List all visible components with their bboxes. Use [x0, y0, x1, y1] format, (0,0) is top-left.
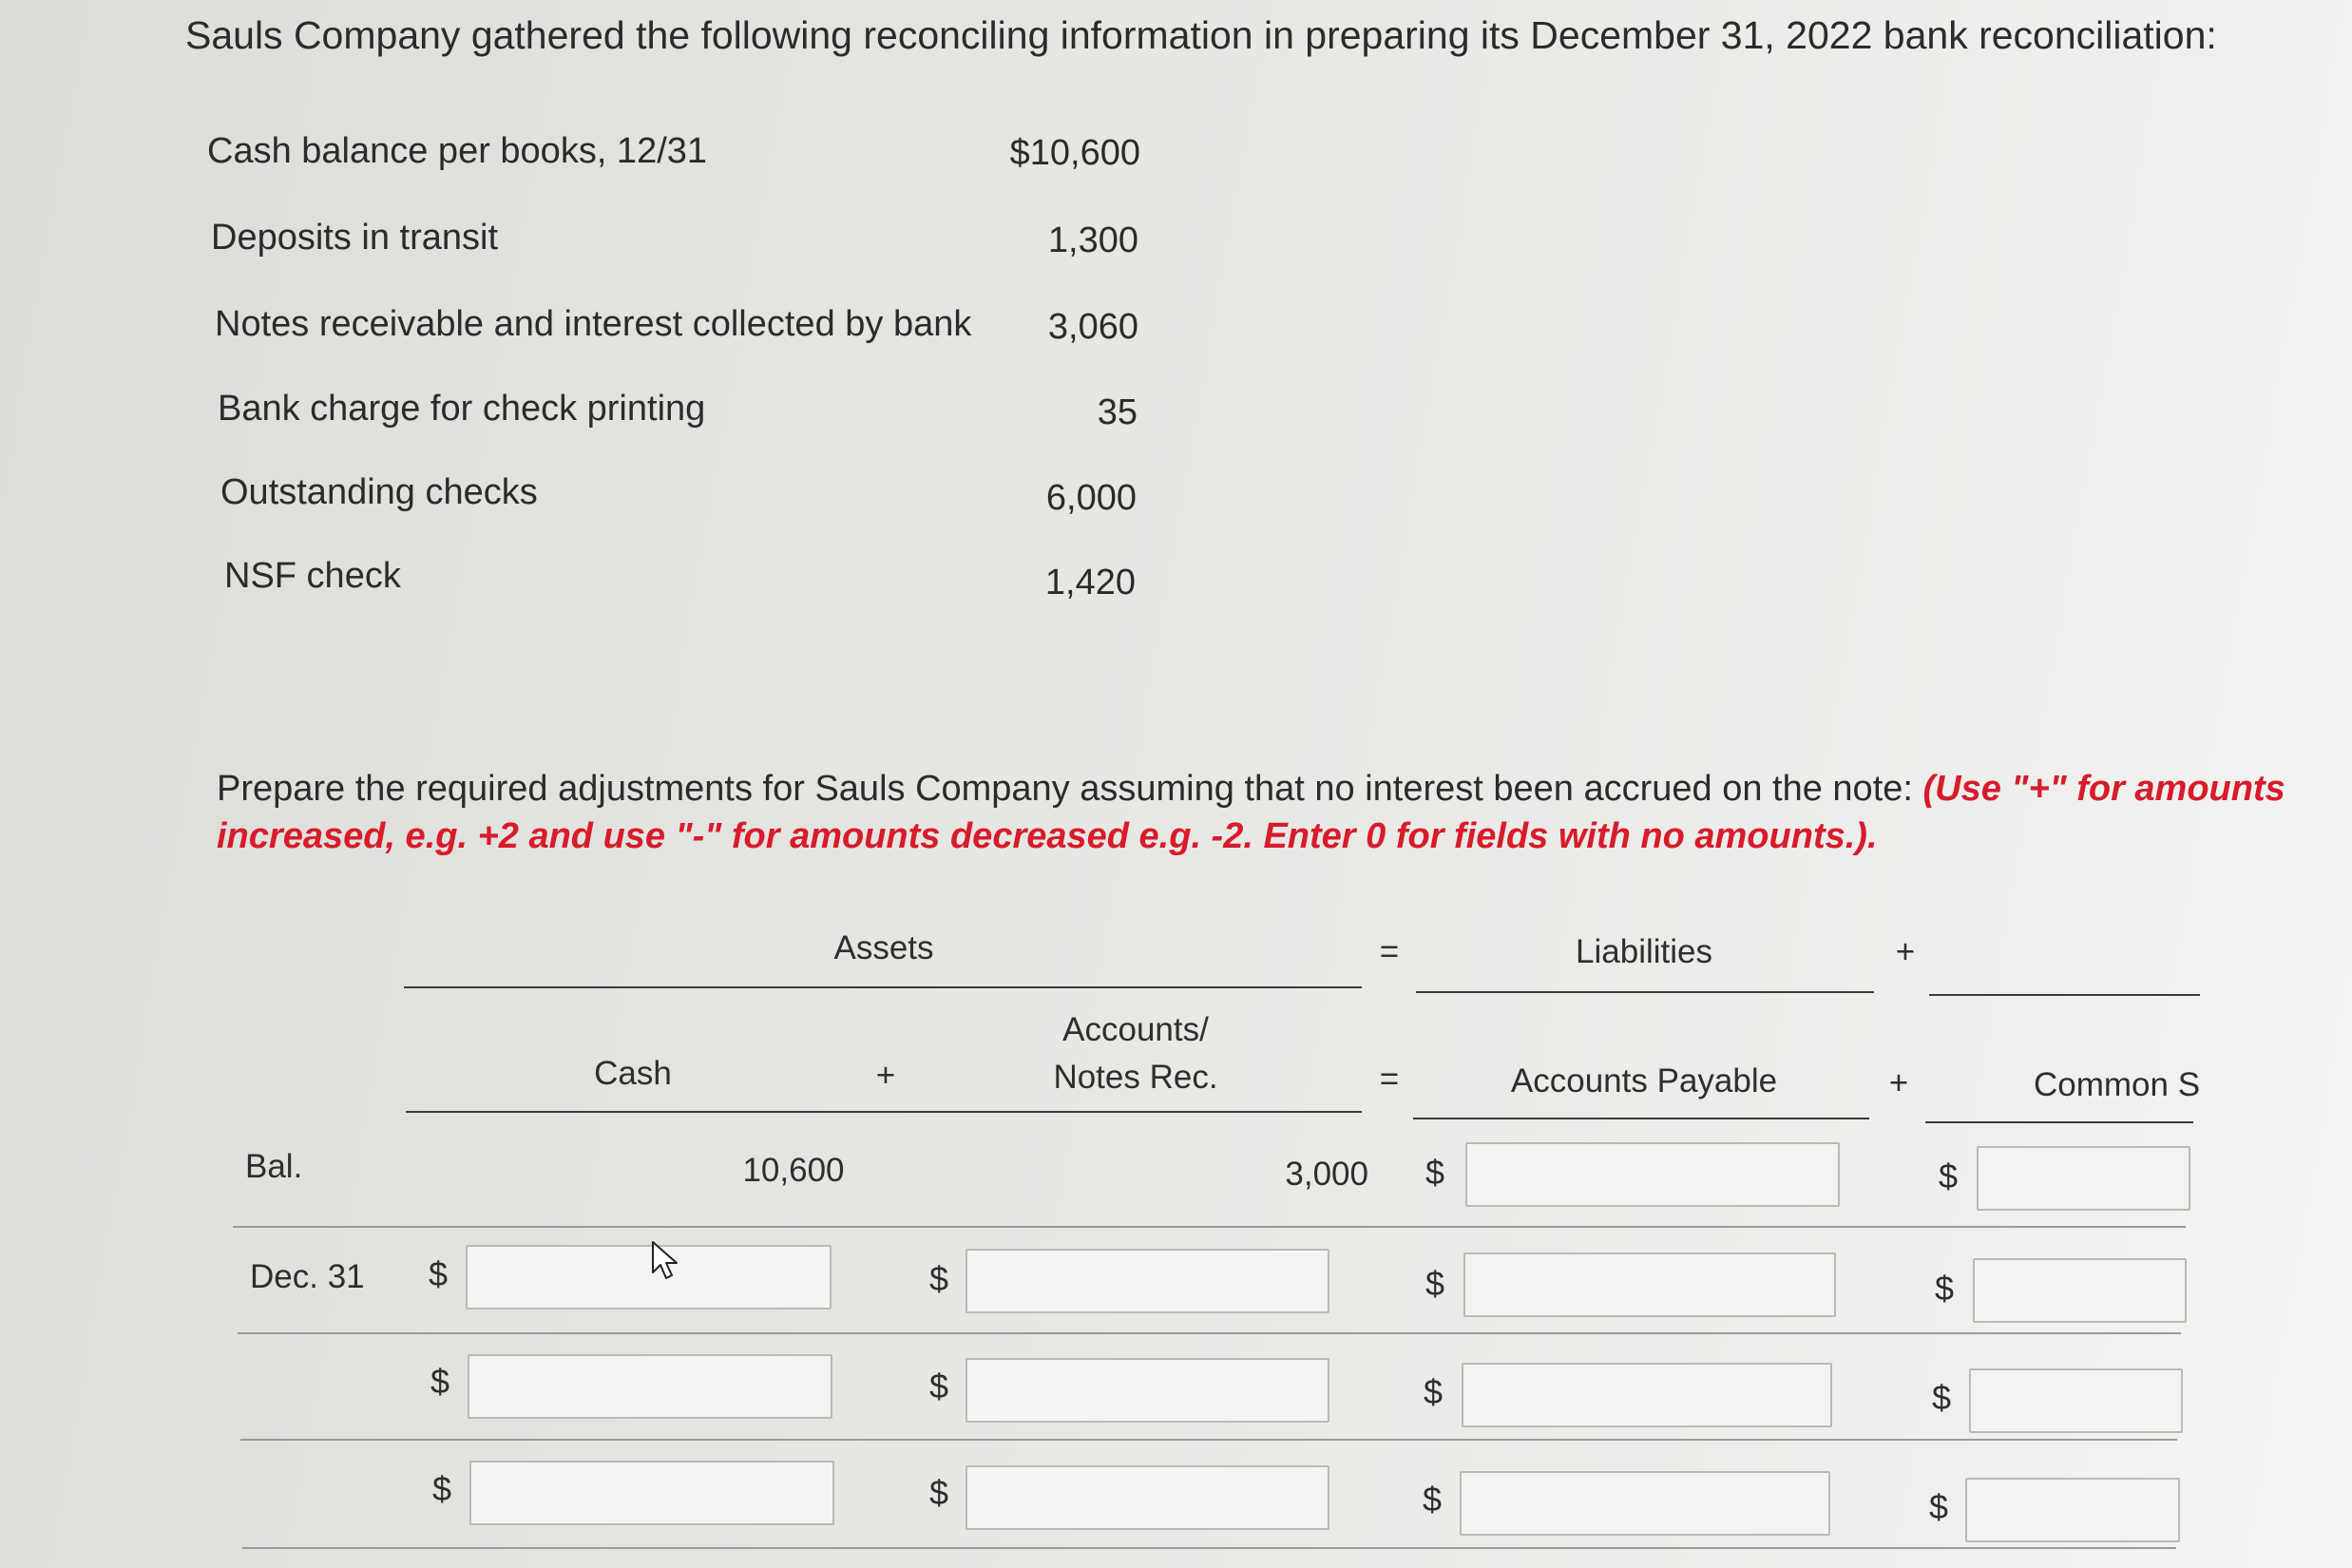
col-notes-line2: Notes Rec.: [1053, 1059, 1218, 1096]
currency-symbol: $: [1929, 1487, 1949, 1526]
row-divider: [238, 1332, 2181, 1334]
col-plus-2: +: [1888, 1064, 1909, 1101]
instructions-text: Prepare the required adjustments for Sauls Company assuming that no interest been accrued on the note:: [217, 769, 1923, 809]
bal-notes-value: 3,000: [1285, 1156, 1368, 1193]
col-plus: +: [875, 1057, 896, 1094]
currency-symbol: $: [1935, 1269, 1955, 1308]
item-value: 1,300: [1047, 220, 1138, 260]
cols-rule-equity: [1925, 1121, 2193, 1123]
row3-common-stock-input[interactable]: [1969, 1368, 2183, 1433]
row4-accounts-payable-input[interactable]: [1460, 1471, 1830, 1536]
row-divider: [242, 1547, 2176, 1549]
bal-common-stock-input[interactable]: [1977, 1146, 2190, 1211]
header-equals: =: [1379, 933, 1400, 970]
dec-label: Dec. 31: [250, 1258, 365, 1295]
currency-symbol: $: [929, 1473, 949, 1512]
row3-notes-input[interactable]: [966, 1358, 1329, 1423]
currency-symbol: $: [1425, 1264, 1445, 1303]
row4-common-stock-input[interactable]: [1965, 1478, 2180, 1542]
col-common-stock: Common S: [2034, 1066, 2201, 1103]
header-liabilities: Liabilities: [1576, 933, 1712, 970]
currency-symbol: $: [429, 1254, 449, 1293]
mouse-pointer-icon: [651, 1240, 683, 1282]
col-cash: Cash: [594, 1055, 672, 1092]
currency-symbol: $: [1932, 1378, 1952, 1417]
cols-rule-liab: [1413, 1118, 1869, 1119]
item-label: Deposits in transit: [211, 218, 499, 258]
item-label: Bank charge for check printing: [218, 389, 706, 429]
instructions: [217, 765, 2285, 860]
col-accounts-payable: Accounts Payable: [1510, 1062, 1778, 1100]
instructions-highlight-2: increased, e.g. +2 and use "-" for amounts decreased e.g. -2. Enter 0 for fields with no amounts.).: [217, 816, 1878, 856]
currency-symbol: $: [1423, 1480, 1443, 1519]
item-label: NSF check: [224, 556, 401, 596]
row-divider: [240, 1439, 2177, 1441]
item-value: 3,060: [1047, 307, 1138, 347]
currency-symbol: $: [1939, 1157, 1959, 1195]
currency-symbol: $: [929, 1367, 949, 1405]
item-value: 1,420: [1044, 563, 1136, 602]
liabilities-rule: [1416, 991, 1874, 993]
row3-accounts-payable-input[interactable]: [1462, 1363, 1832, 1427]
item-label: Outstanding checks: [220, 472, 538, 512]
cols-rule-assets: [406, 1111, 1362, 1113]
equity-rule: [1929, 994, 2200, 996]
problem-intro: Sauls Company gathered the following reconciling information in preparing its December 31, 2022 bank reconciliation:: [185, 13, 2217, 57]
currency-symbol: $: [1425, 1153, 1445, 1192]
item-value: $10,600: [1009, 133, 1140, 173]
currency-symbol: $: [929, 1259, 949, 1298]
col-notes-line1: Accounts/: [1062, 1011, 1209, 1048]
header-assets: Assets: [833, 929, 934, 966]
item-label: Cash balance per books, 12/31: [207, 131, 708, 171]
dec31-notes-input[interactable]: [966, 1249, 1329, 1313]
row3-cash-input[interactable]: [468, 1354, 832, 1419]
bal-accounts-payable-input[interactable]: [1465, 1142, 1840, 1207]
currency-symbol: $: [430, 1362, 450, 1401]
dec31-cash-input[interactable]: [466, 1245, 832, 1310]
currency-symbol: $: [1424, 1372, 1444, 1411]
currency-symbol: $: [432, 1469, 452, 1508]
row4-cash-input[interactable]: [469, 1461, 834, 1525]
item-label: Notes receivable and interest collected by bank: [215, 304, 972, 344]
dec31-accounts-payable-input[interactable]: [1463, 1252, 1836, 1317]
row-divider: [233, 1226, 2186, 1228]
item-value: 6,000: [1045, 478, 1137, 518]
row4-notes-input[interactable]: [966, 1465, 1329, 1530]
col-equals: =: [1379, 1061, 1400, 1098]
item-value: 35: [1097, 392, 1138, 432]
bal-cash-value: 10,600: [742, 1152, 845, 1189]
bal-label: Bal.: [245, 1148, 303, 1185]
header-plus: +: [1895, 933, 1916, 970]
instructions-highlight-1: (Use "+" for amounts: [1922, 769, 2285, 809]
assets-rule: [404, 986, 1362, 988]
dec31-common-stock-input[interactable]: [1973, 1258, 2187, 1323]
